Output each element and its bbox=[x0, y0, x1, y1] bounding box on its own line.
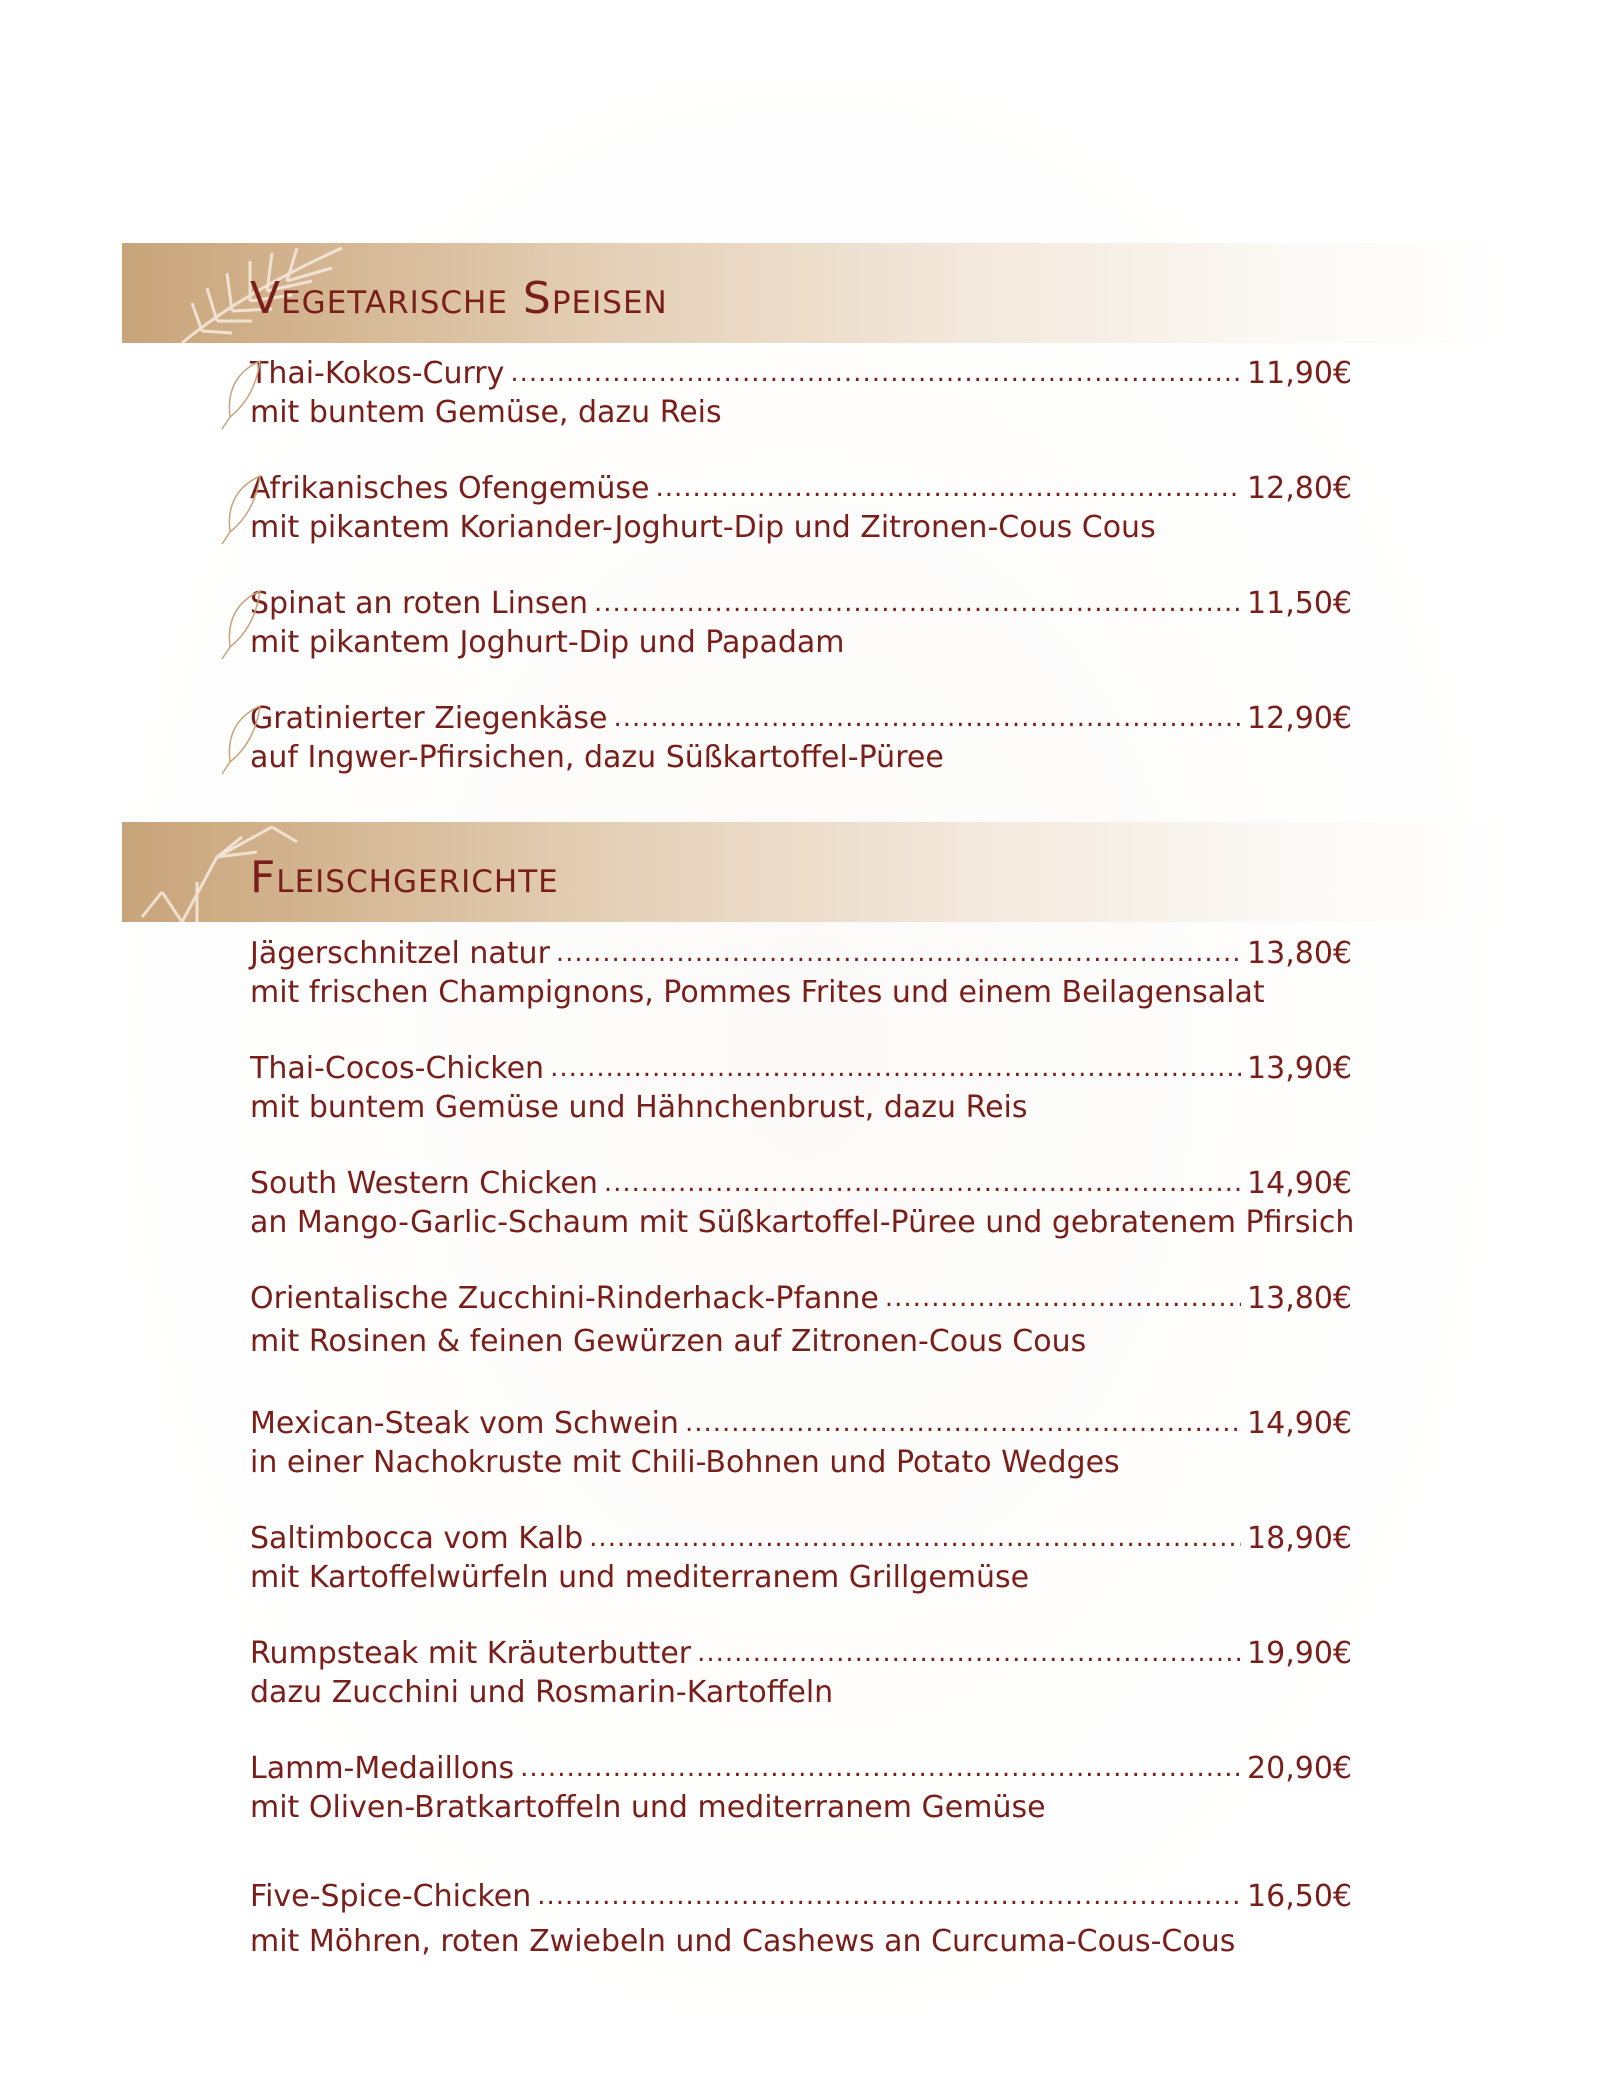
item-name: Saltimbocca vom Kalb bbox=[250, 1521, 584, 1556]
dot-leader bbox=[604, 1164, 1241, 1202]
menu-item bbox=[250, 470, 1352, 585]
item-description: mit pikantem Koriander-Joghurt-Dip und Zitronen-Cous Cous bbox=[250, 510, 1156, 545]
item-price: 14,90€ bbox=[1247, 1166, 1352, 1201]
item-description: mit buntem Gemüse und Hähnchenbrust, dazu Reis bbox=[250, 1090, 1028, 1125]
menu-item bbox=[250, 1405, 1352, 1520]
menu-item bbox=[250, 1878, 1352, 1993]
menu-item bbox=[250, 935, 1352, 1050]
menu-item bbox=[250, 1635, 1352, 1750]
item-description: mit Rosinen & feinen Gewürzen auf Zitronen-Cous Cous bbox=[250, 1324, 1087, 1359]
item-name: Mexican-Steak vom Schwein bbox=[250, 1406, 679, 1441]
dot-leader bbox=[550, 1049, 1241, 1087]
section-banner-meat bbox=[122, 822, 1502, 922]
item-name: Jägerschnitzel natur bbox=[250, 936, 550, 971]
item-description: mit Möhren, roten Zwiebeln und Cashews an Curcuma-Cous-Cous bbox=[250, 1924, 1236, 1959]
dot-leader bbox=[885, 1279, 1241, 1317]
dot-leader bbox=[520, 1749, 1241, 1787]
menu-item bbox=[250, 1050, 1352, 1165]
leaf-icon bbox=[220, 357, 264, 431]
item-price: 14,90€ bbox=[1247, 1406, 1352, 1441]
dot-leader bbox=[656, 469, 1242, 507]
menu-item bbox=[250, 1165, 1355, 1280]
dot-leader bbox=[556, 934, 1241, 972]
menu-item bbox=[250, 1520, 1352, 1635]
item-price: 12,90€ bbox=[1247, 701, 1352, 736]
item-name: Spinat an roten Linsen bbox=[250, 586, 589, 621]
item-name: Thai-Kokos-Curry bbox=[250, 356, 505, 391]
item-description: mit buntem Gemüse, dazu Reis bbox=[250, 395, 722, 430]
item-price: 18,90€ bbox=[1247, 1521, 1352, 1556]
dot-leader bbox=[589, 1519, 1241, 1557]
section-banner-vegetarian bbox=[122, 243, 1502, 343]
item-name: Lamm-Medaillons bbox=[250, 1751, 515, 1786]
item-price: 11,90€ bbox=[1247, 356, 1352, 391]
item-price: 19,90€ bbox=[1247, 1636, 1352, 1671]
item-price: 20,90€ bbox=[1247, 1751, 1352, 1786]
dot-leader bbox=[697, 1634, 1241, 1672]
item-name: Orientalische Zucchini-Rinderhack-Pfanne bbox=[250, 1281, 879, 1316]
leaf-icon bbox=[220, 587, 264, 661]
item-description: dazu Zucchini und Rosmarin-Kartoffeln bbox=[250, 1675, 834, 1710]
vegetarian-items-list bbox=[250, 355, 1352, 815]
item-name: South Western Chicken bbox=[250, 1166, 598, 1201]
dot-leader bbox=[510, 354, 1241, 392]
dot-leader bbox=[613, 699, 1241, 737]
item-description: mit Oliven-Bratkartoffeln und mediterranem Gemüse bbox=[250, 1790, 1046, 1825]
leaf-icon bbox=[220, 472, 264, 546]
leaf-icon bbox=[220, 702, 264, 776]
item-price: 13,90€ bbox=[1247, 1051, 1352, 1086]
item-description: mit pikantem Joghurt-Dip und Papadam bbox=[250, 625, 845, 660]
menu-item bbox=[250, 700, 1352, 815]
item-name: Five-Spice-Chicken bbox=[250, 1879, 532, 1914]
dot-leader bbox=[594, 584, 1241, 622]
item-name: Afrikanisches Ofengemüse bbox=[250, 471, 650, 506]
meat-items-list bbox=[250, 935, 1355, 1993]
menu-item bbox=[250, 1750, 1352, 1878]
menu-item bbox=[250, 355, 1352, 470]
item-description: mit frischen Champignons, Pommes Frites und einem Beilagensalat bbox=[250, 975, 1265, 1010]
section-title: Vegetarische Speisen bbox=[250, 272, 668, 324]
item-name: Thai-Cocos-Chicken bbox=[250, 1051, 545, 1086]
item-description: in einer Nachokruste mit Chili-Bohnen und Potato Wedges bbox=[250, 1445, 1120, 1480]
item-price: 13,80€ bbox=[1247, 1281, 1352, 1316]
section-title: Fleischgerichte bbox=[250, 851, 559, 903]
item-name: Rumpsteak mit Kräuterbutter bbox=[250, 1636, 692, 1671]
dot-leader bbox=[537, 1877, 1241, 1915]
item-name: Gratinierter Ziegenkäse bbox=[250, 701, 608, 736]
item-description: an Mango-Garlic-Schaum mit Süßkartoffel-Püree und gebratenem Pfirsich bbox=[250, 1205, 1355, 1240]
menu-item bbox=[250, 1280, 1352, 1405]
menu-item bbox=[250, 585, 1352, 700]
item-description: auf Ingwer-Pfirsichen, dazu Süßkartoffel-Püree bbox=[250, 740, 944, 775]
item-price: 12,80€ bbox=[1247, 471, 1352, 506]
item-description: mit Kartoffelwürfeln und mediterranem Grillgemüse bbox=[250, 1560, 1030, 1595]
item-price: 13,80€ bbox=[1247, 936, 1352, 971]
dot-leader bbox=[685, 1404, 1241, 1442]
item-price: 11,50€ bbox=[1247, 586, 1352, 621]
item-price: 16,50€ bbox=[1247, 1879, 1352, 1914]
